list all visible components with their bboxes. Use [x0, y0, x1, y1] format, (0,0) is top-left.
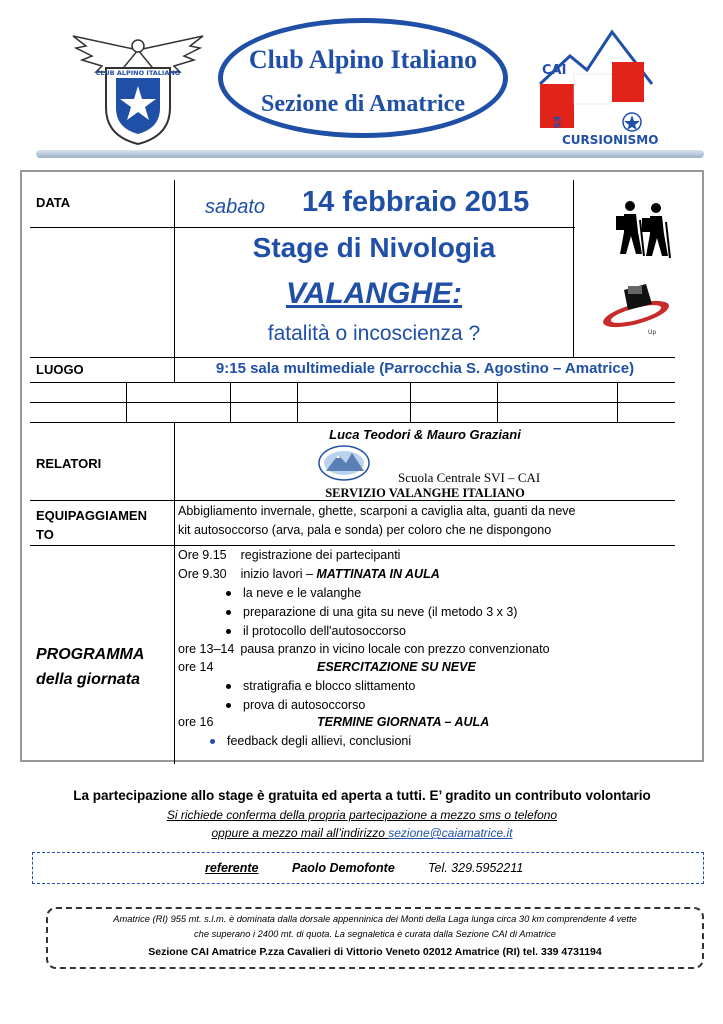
divider — [174, 545, 175, 546]
program-row: ore 14 — [178, 660, 214, 674]
data-label: DATA — [36, 195, 71, 210]
event-date: 14 febbraio 2015 — [302, 186, 530, 218]
divider — [174, 422, 175, 764]
bullet-icon — [226, 684, 231, 689]
luogo-value: 9:15 sala multimediale (Parrocchia S. Agostino – Amatrice) — [215, 360, 635, 377]
header-divider — [36, 150, 704, 158]
referente-name: Paolo Demofonte — [292, 861, 395, 875]
program-bullet: prova di autosoccorso — [226, 696, 365, 715]
event-tagline: fatalità o incoscienza ? — [267, 322, 481, 345]
event-subtitle: VALANGHE: — [285, 277, 463, 310]
programma-label: PROGRAMMA — [36, 646, 145, 663]
event-title: Stage di Nivologia — [252, 232, 496, 263]
cai-eagle-logo — [68, 28, 208, 148]
bullet-icon — [226, 591, 231, 596]
club-oval-logo — [218, 18, 508, 138]
program-row: Ore 9.15 registrazione dei partecipanti — [178, 548, 401, 562]
snowshoe-tag: Up — [648, 329, 657, 336]
escursionismo-logo — [532, 22, 662, 152]
snowshoe-icon — [598, 276, 676, 336]
svi-logo — [318, 445, 370, 481]
bullet-icon — [210, 739, 215, 744]
school-name: Scuola Centrale SVI – CAI — [398, 470, 541, 485]
program-bullet: la neve e le valanghe — [226, 584, 361, 603]
divider — [30, 357, 675, 358]
program-row: ore 13–14 pausa pranzo in vicino locale con prezzo convenzionato — [178, 642, 550, 656]
divider — [30, 422, 675, 423]
club-title: Club Alpino Italiano — [248, 45, 478, 74]
bullet-icon — [226, 703, 231, 708]
divider — [30, 227, 575, 228]
email-link[interactable]: sezione@caiamatrice.it — [388, 826, 513, 840]
cai-text: CAI — [542, 63, 567, 78]
program-emph: TERMINE GIORNATA – AULA — [317, 715, 490, 729]
section-title: Sezione di Amatrice — [261, 91, 465, 117]
equip-line-2: kit autosoccorso (arva, pala e sonda) per coloro che ne dispongono — [178, 523, 552, 537]
equip-label: EQUIPAGGIAMEN — [36, 508, 147, 523]
escursionismo-text: CURSIONISMO — [562, 133, 659, 147]
es-letters: ES — [551, 116, 561, 129]
footer-address: Sezione CAI Amatrice P.zza Cavalieri di Vittorio Veneto 02012 Amatrice (RI) tel. 339 4731194 — [148, 946, 602, 958]
participation-main: La partecipazione allo stage è gratuita ed aperta a tutti. E’ gradito un contributo volontario — [73, 788, 651, 803]
program-bullet: il protocollo dell'autosoccorso — [226, 622, 406, 641]
programma-sublabel: della giornata — [36, 671, 141, 688]
divider — [410, 382, 411, 422]
program-row: ore 16 — [178, 715, 214, 729]
event-day: sabato — [205, 196, 266, 218]
divider — [230, 382, 231, 422]
program-bullet: stratigrafia e blocco slittamento — [226, 677, 415, 696]
referente-tel: Tel. 329.5952211 — [428, 861, 524, 875]
participation-email-line: oppure a mezzo mail all’indirizzo sezione@caiamatrice.it — [211, 826, 513, 840]
footer-line-2: che superano i 2400 mt. di quota. La segnaletica è curata dalla Sezione CAI di Amatrice — [194, 929, 556, 939]
referente-label: referente — [205, 861, 259, 875]
badge-text: CLUB ALPINO ITALIANO — [95, 69, 181, 77]
divider — [297, 382, 298, 422]
divider — [617, 382, 618, 422]
divider — [126, 382, 127, 422]
footer-line-1: Amatrice (RI) 955 mt. s.l.m. è dominata dalla dorsale appenninica dei Monti della Laga lunga circa 30 km comprendente 4 vette — [113, 914, 637, 924]
program-row: Ore 9.30 inizio lavori – MATTINATA IN AULA — [178, 567, 440, 581]
service-name: SERVIZIO VALANGHE ITALIANO — [325, 486, 525, 500]
equip-label-cont: TO — [36, 527, 54, 542]
bullet-icon — [226, 629, 231, 634]
program-emph: ESERCITAZIONE SU NEVE — [317, 660, 476, 674]
relatori-label: RELATORI — [36, 456, 102, 471]
program-bullet: feedback degli allievi, conclusioni — [210, 732, 411, 751]
equip-line-1: Abbigliamento invernale, ghette, scarponi a caviglia alta, guanti da neve — [178, 504, 576, 518]
luogo-label: LUOGO — [36, 362, 84, 377]
relatori-names: Luca Teodori & Mauro Graziani — [329, 427, 521, 442]
divider — [497, 382, 498, 422]
bullet-icon — [226, 610, 231, 615]
hikers-icon — [612, 198, 674, 260]
program-bullet: preparazione di una gita su neve (il metodo 3 x 3) — [226, 603, 517, 622]
participation-confirm: Si richiede conferma della propria partecipazione a mezzo sms o telefono — [166, 808, 558, 822]
